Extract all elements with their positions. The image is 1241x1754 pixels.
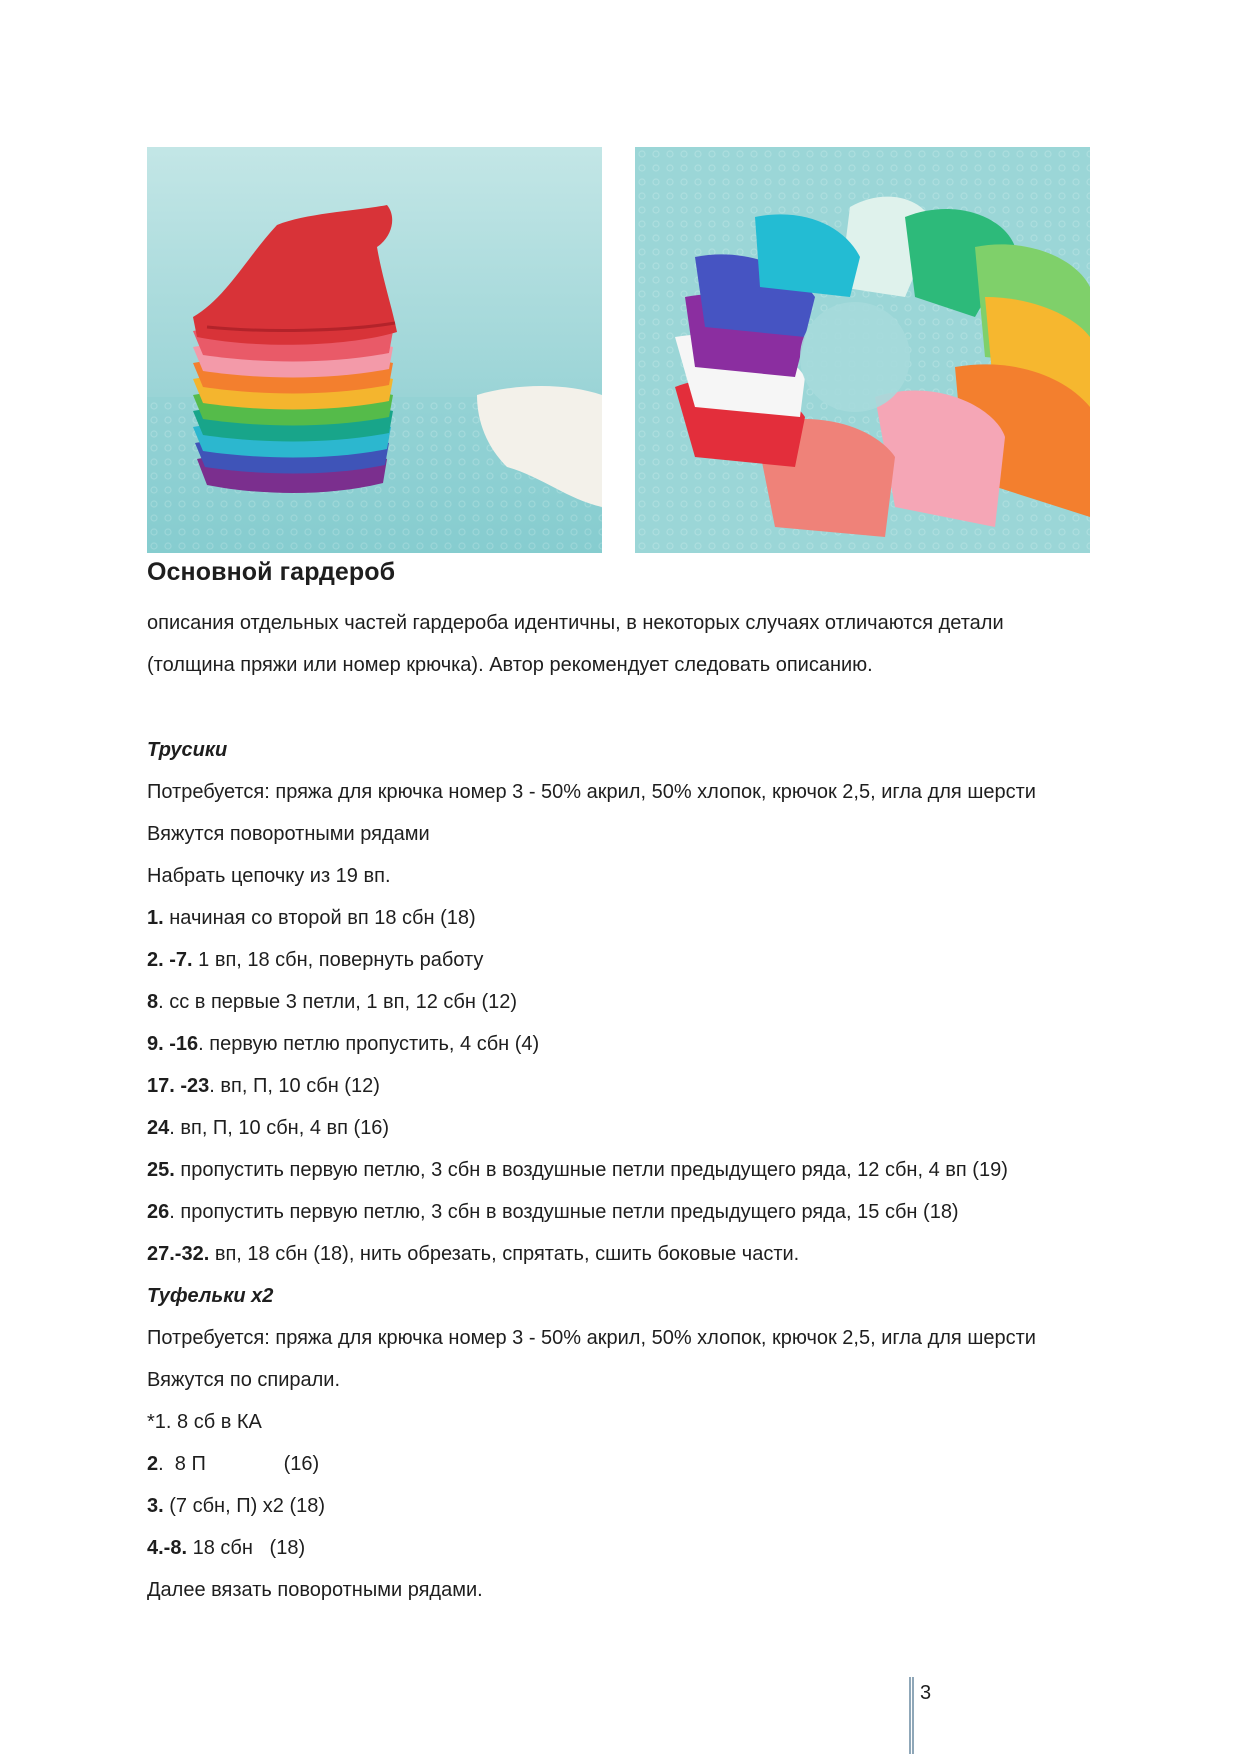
row-text: . первую петлю пропустить, 4 сбн (4) (198, 1033, 540, 1055)
panties-requirements: Потребуется: пряжа для крючка номер 3 - 50% акрил, 50% хлопок, крючок 2,5, игла для шерсти (147, 781, 1036, 803)
row-number: 8 (147, 991, 159, 1013)
row-number: 27.-32. (147, 1243, 210, 1265)
row-text: 1 вп, 18 сбн, повернуть работу (192, 949, 484, 971)
row-text: вп, 18 сбн (18), нить обрезать, спрятать, сшить боковые части. (209, 1243, 800, 1265)
row-number: 1. (147, 907, 164, 929)
row-text: . сс в первые 3 петли, 1 вп, 12 сбн (12) (158, 991, 518, 1013)
row-text: *1. 8 сб в КА (147, 1411, 262, 1433)
pattern-row (147, 1032, 539, 1056)
shoes-requirements: Потребуется: пряжа для крючка номер 3 - 50% акрил, 50% хлопок, крючок 2,5, игла для шерсти (147, 1327, 1036, 1349)
pattern-row (147, 1452, 319, 1476)
row-text: . вп, П, 10 сбн (12) (209, 1075, 380, 1097)
row-number: 3. (147, 1495, 164, 1517)
page-number: 3 (920, 1682, 932, 1704)
row-number: 24 (147, 1117, 170, 1139)
row-number: 2 (147, 1453, 159, 1475)
pattern-row (147, 1074, 380, 1098)
row-text: начиная со второй вп 18 сбн (18) (163, 907, 476, 929)
pattern-row (147, 1410, 262, 1434)
row-number: 17. -23 (147, 1075, 210, 1097)
section-heading-shoes: Туфельки x2 (147, 1285, 274, 1307)
pattern-row (147, 948, 483, 972)
panties-method: Вяжутся поворотными рядами (147, 823, 430, 845)
row-number: 26 (147, 1201, 170, 1223)
page-title: Основной гардероб (147, 558, 396, 586)
row-text: пропустить первую петлю, 3 сбн в воздушные петли предыдущего ряда, 12 сбн, 4 вп (19) (174, 1159, 1008, 1181)
row-text: (7 сбн, П) x2 (18) (163, 1495, 326, 1517)
row-text: . вп, П, 10 сбн, 4 вп (16) (169, 1117, 390, 1139)
shoes-closing: Далее вязать поворотными рядами. (147, 1579, 483, 1601)
pattern-row (147, 1200, 959, 1224)
row-number: 25. (147, 1159, 175, 1181)
footer-divider (909, 1677, 914, 1754)
pattern-row (147, 990, 517, 1014)
row-text: . 8 П (16) (158, 1453, 320, 1475)
pattern-row (147, 1158, 1008, 1182)
pattern-row (147, 1242, 799, 1266)
section-heading-panties: Трусики (147, 739, 228, 761)
row-number: 4.-8. (147, 1537, 188, 1559)
row-number: 2. -7. (147, 949, 193, 971)
pattern-row (147, 906, 476, 930)
row-number: 9. -16 (147, 1033, 199, 1055)
row-text: 18 сбн (18) (187, 1537, 306, 1559)
pattern-row (147, 1494, 325, 1518)
pattern-row (147, 1536, 305, 1560)
photo-fan-panties (635, 147, 1090, 553)
intro-line-2: (толщина пряжи или номер крючка). Автор рекомендует следовать описанию. (147, 654, 873, 676)
intro-line-1: описания отдельных частей гардероба идентичны, в некоторых случаях отличаются детали (147, 612, 1004, 634)
photo-stacked-panties (147, 147, 602, 553)
shoes-method: Вяжутся по спирали. (147, 1369, 341, 1391)
pattern-row (147, 1116, 389, 1140)
panties-chain: Набрать цепочку из 19 вп. (147, 865, 391, 887)
row-text: . пропустить первую петлю, 3 сбн в воздушные петли предыдущего ряда, 15 сбн (18) (169, 1201, 959, 1223)
